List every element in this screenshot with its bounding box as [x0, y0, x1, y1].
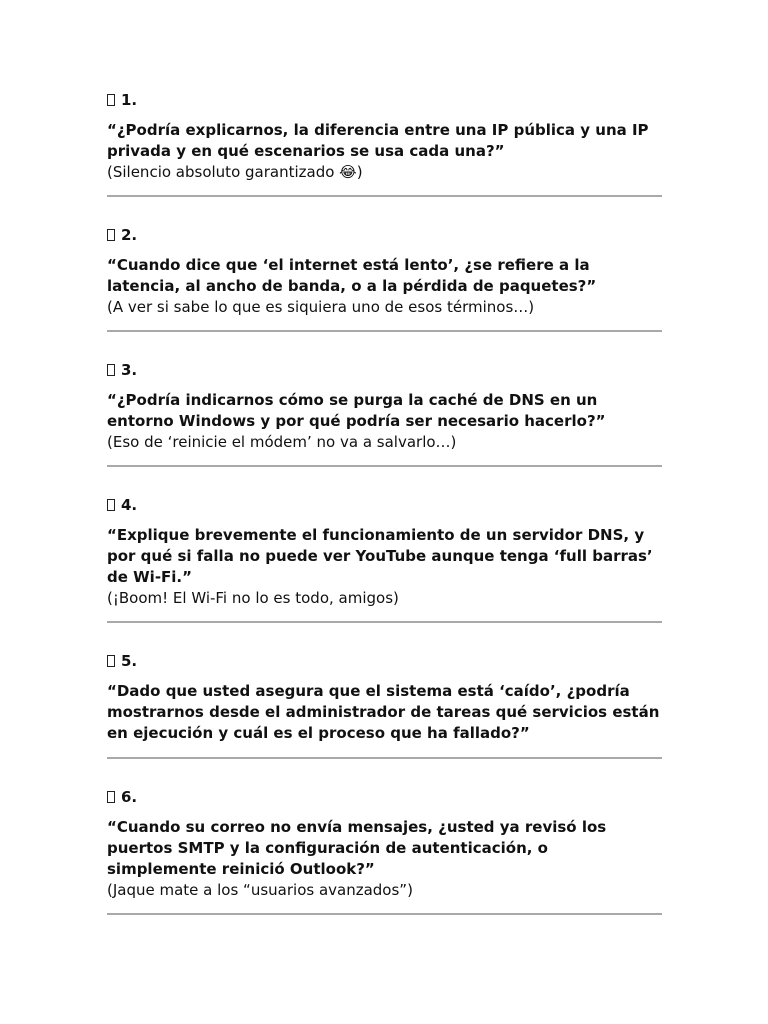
- missing-glyph-icon: [107, 791, 115, 803]
- question-note: (Silencio absoluto garantizado 😂): [107, 163, 363, 181]
- question-note: (¡Boom! El Wi-Fi no lo es todo, amigos): [107, 589, 399, 607]
- question-note: (A ver si sabe lo que es siquiera uno de esos términos…): [107, 298, 535, 316]
- missing-glyph-icon: [107, 364, 115, 376]
- question-text: “Cuando dice que ‘el internet está lento’, ¿se refiere a la latencia, al ancho de banda, o a la pérdida de paquetes?”: [107, 256, 597, 295]
- item-number: 1.: [121, 91, 138, 109]
- item-heading: [107, 225, 662, 245]
- missing-glyph-icon: [107, 499, 115, 511]
- question-item-6: [107, 777, 662, 915]
- question-text: “Explique brevemente el funcionamiento de un servidor DNS, y por qué si falla no puede ver YouTube aunque tenga ‘full barras’ de Wi-Fi.”: [107, 526, 653, 586]
- question-text: “Cuando su correo no envía mensajes, ¿usted ya revisó los puertos SMTP y la configuración de autenticación, o simplemente reinició Outlook?”: [107, 818, 607, 878]
- question-text: “¿Podría indicarnos cómo se purga la caché de DNS en un entorno Windows y por qué podría ser necesario hacerlo?”: [107, 391, 606, 430]
- question-note: (Eso de ‘reinicie el módem’ no va a salvarlo…): [107, 433, 457, 451]
- item-number: 5.: [121, 652, 138, 670]
- question-note: (Jaque mate a los “usuarios avanzados”): [107, 881, 413, 899]
- item-number: 4.: [121, 496, 138, 514]
- missing-glyph-icon: [107, 94, 115, 106]
- missing-glyph-icon: [107, 229, 115, 241]
- item-number: 3.: [121, 361, 138, 379]
- question-item-3: [107, 350, 662, 467]
- item-heading: [107, 360, 662, 380]
- missing-glyph-icon: [107, 655, 115, 667]
- question-item-4: [107, 485, 662, 623]
- item-number: 2.: [121, 226, 138, 244]
- item-heading: [107, 90, 662, 110]
- item-number: 6.: [121, 788, 138, 806]
- item-heading: [107, 495, 662, 515]
- question-text: “¿Podría explicarnos, la diferencia entre una IP pública y una IP privada y en qué escenarios se usa cada una?”: [107, 121, 649, 160]
- question-item-5: [107, 641, 662, 759]
- question-item-1: [107, 80, 662, 197]
- document-page: [107, 80, 662, 915]
- item-heading: [107, 787, 662, 807]
- question-text: “Dado que usted asegura que el sistema está ‘caído’, ¿podría mostrarnos desde el administrador de tareas qué servicios están en ejecución y cuál es el proceso que ha fallado?”: [107, 682, 660, 742]
- item-heading: [107, 651, 662, 671]
- question-item-2: [107, 215, 662, 332]
